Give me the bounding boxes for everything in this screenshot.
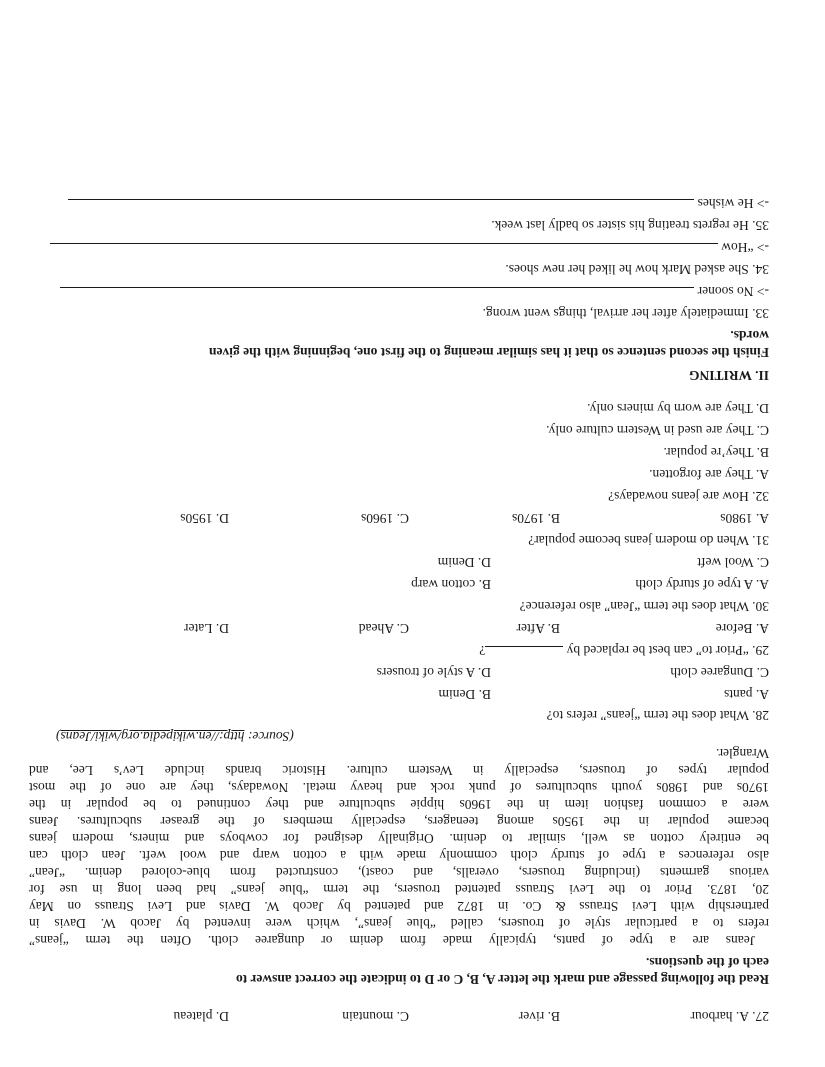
q35-start: -> He wishes bbox=[697, 196, 769, 211]
q35-answer-blank[interactable] bbox=[68, 199, 694, 212]
q33-answer-blank[interactable] bbox=[60, 287, 694, 300]
q31-option-c: C. 1960s bbox=[360, 511, 409, 526]
q27-option-b: B. river bbox=[518, 1009, 560, 1024]
passage-line: also references a type of sturdy cloth commonly made with a cotton warp and wool weft. Jean cloth can bbox=[29, 848, 769, 863]
q30-stem: 30. What does the term “Jean” also reference? bbox=[519, 599, 769, 614]
q29-stem-text: 29. “Prior to” can best be replaced by bbox=[566, 643, 769, 658]
passage-line: 1970s and 1980s youth subcultures of punk rock and heavy metal. Nowadays, they are one of the most bbox=[29, 780, 769, 795]
q27-number: 27. bbox=[752, 1009, 769, 1024]
q27-option-d: D. plateau bbox=[173, 1009, 229, 1024]
q34-answer-line bbox=[50, 239, 769, 256]
source-link[interactable]: http://en.wikipedia.org/wiki/Jeans bbox=[60, 729, 245, 744]
q34-prompt: 34. She asked Mark how he liked her new shoes. bbox=[505, 262, 769, 277]
q34-answer-blank[interactable] bbox=[50, 243, 718, 256]
passage-source bbox=[56, 728, 294, 745]
q31-option-b: B. 1970s bbox=[511, 511, 560, 526]
q27-option-c: C. mountain bbox=[342, 1009, 409, 1024]
passage-line: partnership with Levi Strauss & Co. in 1872 and patented by Jacob W. Davis and Levi Strauss on May bbox=[29, 899, 769, 914]
source-suffix: ) bbox=[56, 729, 61, 744]
passage-line: refers to a particular style of trousers, called “blue jeans”, which were invented by Jacob W. Davis in bbox=[29, 916, 769, 931]
q31-option-a: A. 1980s bbox=[720, 511, 769, 526]
q27-option-a: A. harbour bbox=[690, 1009, 749, 1024]
writing-instruction-line-2: words. bbox=[730, 328, 769, 343]
q30-option-d: D. Denim bbox=[437, 555, 491, 570]
q32-stem: 32. How are jeans nowadays? bbox=[608, 489, 769, 504]
passage-line: became popular in the 1950s among teenagers, especially members of the greaser subcultures. Jeans bbox=[29, 814, 769, 829]
q31-stem: 31. When do modern jeans become popular? bbox=[528, 533, 769, 548]
q32-option-d: D. They are worn by miners only. bbox=[587, 401, 769, 416]
q28-option-c: C. Dungaree cloth bbox=[670, 665, 769, 680]
q28-option-b: B. Denim bbox=[438, 687, 491, 702]
passage-line: were a common fashion item in the 1960s hippie subculture and they continued to be popular in the bbox=[29, 797, 769, 812]
q30-option-a: A. A type of sturdy cloth bbox=[635, 577, 769, 592]
q29-stem bbox=[479, 642, 769, 659]
passage-line: 20, 1873. Prior to the Levi Strauss patented trousers, the term “blue jeans” had been long in use for bbox=[29, 882, 769, 897]
source-prefix: (Source: bbox=[244, 729, 294, 744]
q33-start: -> No sooner bbox=[697, 284, 769, 299]
q29-option-c: C. Ahead bbox=[358, 621, 409, 636]
q32-option-b: B. They’re popular. bbox=[663, 445, 769, 460]
q35-prompt: 35. He regrets treating his sister so badly last week. bbox=[491, 218, 769, 233]
reading-instruction-line-1: Read the following passage and mark the letter A, B, C or D to indicate the correct answer to bbox=[236, 972, 769, 987]
passage-line: Jeans are a type of pants, typically made from denim or dungaree cloth. Often the term “jeans” bbox=[29, 933, 755, 948]
q35-answer-line bbox=[68, 195, 769, 212]
reading-instruction-line-2: each of the questions. bbox=[645, 955, 769, 970]
writing-heading: II. WRITING bbox=[688, 368, 769, 383]
q33-answer-line bbox=[60, 283, 769, 300]
q29-stem-end: ? bbox=[479, 643, 486, 658]
passage-line: various garments (including trousers, overalls, and coast), constructed from blue-colored denim. “Jean” bbox=[29, 865, 769, 880]
q33-prompt: 33. Immediately after her arrival, things went wrong. bbox=[482, 306, 769, 321]
q31-option-d: D. 1950s bbox=[180, 511, 229, 526]
q30-option-c: C. Wool weft bbox=[697, 555, 769, 570]
q28-option-d: D. A style of trousers bbox=[376, 665, 491, 680]
q29-option-d: D. Later bbox=[184, 621, 229, 636]
q28-stem: 28. What does the term “jeans” refers to? bbox=[546, 708, 769, 723]
q28-option-a: A. pants bbox=[724, 687, 769, 702]
q32-option-a: A. They are forgotten. bbox=[649, 467, 769, 482]
passage-line: popular types of trousers, especially in Western culture. Historic brands include Lev’s Lee, and bbox=[29, 763, 769, 778]
q29-option-a: A. Before bbox=[715, 621, 769, 636]
q34-start: -> “How bbox=[721, 240, 769, 255]
q30-option-b: B. cotton warp bbox=[411, 577, 491, 592]
q29-option-b: B. After bbox=[516, 621, 560, 636]
writing-instruction-line-1: Finish the second sentence so that it has similar meaning to the first one, beginning with the given bbox=[208, 345, 769, 360]
q29-answer-blank[interactable] bbox=[485, 646, 563, 659]
passage-line: be entirely cotton as well, similar to denim. Originally designed for cowboys and miners, modern jeans bbox=[29, 831, 769, 846]
q32-option-c: C. They are used in Western culture only. bbox=[546, 423, 769, 438]
passage-line: Wrangler. bbox=[715, 746, 769, 761]
